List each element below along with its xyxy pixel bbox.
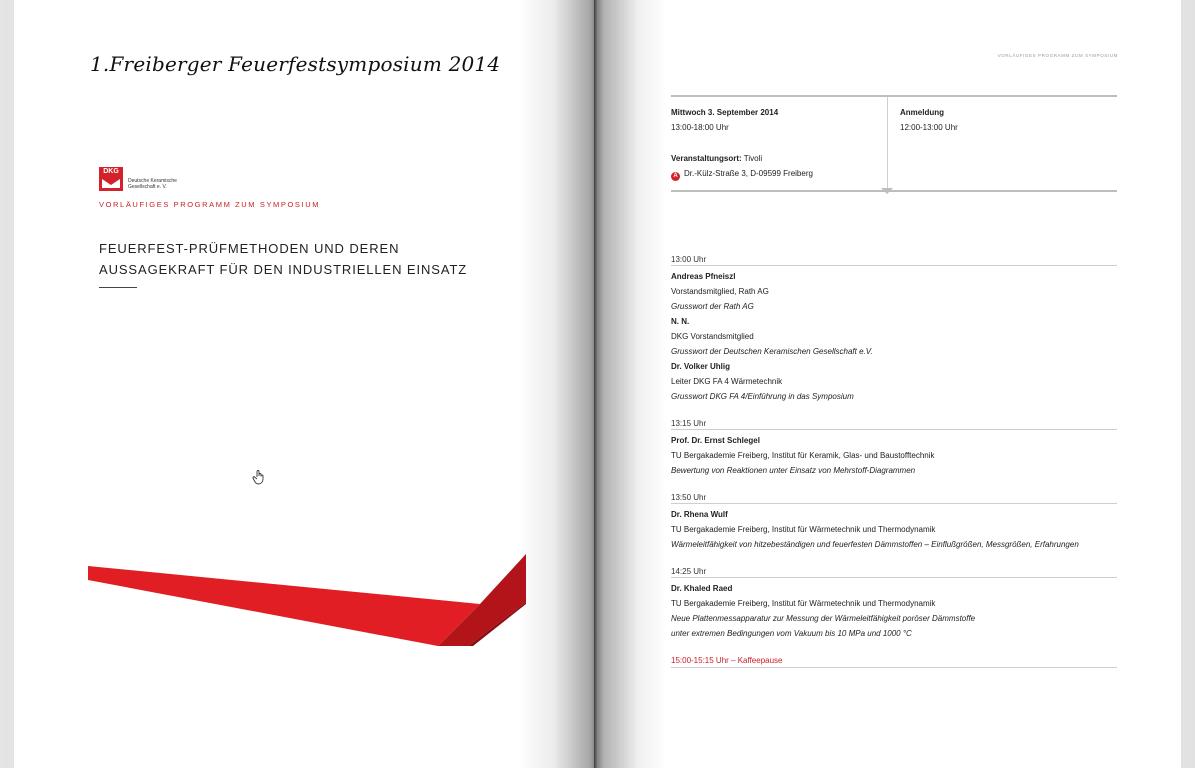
talk-title: Wärmeleitfähigkeit von hitzebeständigen und feuerfesten Dämmstoffen – Einflußgrößen, Messgrößen, Erfahrungen xyxy=(671,540,1079,549)
venue-address-line xyxy=(671,169,813,181)
logo-name-line1: Deutsche Keramische xyxy=(128,178,177,184)
event-time: 13:00-18:00 Uhr xyxy=(671,123,729,132)
schedule-block xyxy=(671,566,1117,641)
venue-line xyxy=(671,154,762,163)
logo-name-line2: Gesellschaft e. V. xyxy=(128,184,167,190)
session-time: 14:25 Uhr xyxy=(671,566,1117,578)
schedule-block xyxy=(671,254,1117,404)
hand-cursor-icon xyxy=(252,469,266,485)
event-info-date-venue xyxy=(671,97,888,190)
venue-label: Veranstaltungsort: xyxy=(671,154,742,163)
page-header-label: VORLÄUFIGES PROGRAMM ZUM SYMPOSIUM xyxy=(997,53,1118,58)
title-divider xyxy=(99,287,137,288)
dkg-logo xyxy=(99,167,177,191)
dkg-logo-mark xyxy=(99,167,123,191)
gutter-shadow-right xyxy=(597,0,667,768)
main-title-line2: AUSSAGEKRAFT FÜR DEN INDUSTRIELLEN EINSATZ xyxy=(99,262,468,277)
gutter-shadow-left xyxy=(518,0,598,768)
red-ribbon-graphic xyxy=(88,554,528,649)
talk-title: Neue Plattenmessapparatur zur Messung der Wärmeleitfähigkeit poröser Dämmstoffe xyxy=(671,614,976,623)
main-title-line1: FEUERFEST-PRÜFMETHODEN UND DEREN xyxy=(99,241,400,256)
venue-address: Dr.-Külz-Straße 3, D-09599 Freiberg xyxy=(684,169,813,178)
event-date: Mittwoch 3. September 2014 xyxy=(671,108,779,117)
talk-title: Grusswort der Deutschen Keramischen Gesellschaft e.V. xyxy=(671,347,873,356)
page-stack-right xyxy=(1179,0,1195,768)
registration-time: 12:00-13:00 Uhr xyxy=(900,123,958,132)
talk-title-continued: unter extremen Bedingungen vom Vakuum bis 10 MPa und 1000 °C xyxy=(671,629,912,638)
schedule-block xyxy=(671,492,1117,552)
speaker-affiliation: TU Bergakademie Freiberg, Institut für Wärmetechnik und Thermodynamik xyxy=(671,599,936,608)
speaker-name: Dr. Rhena Wulf xyxy=(671,510,728,519)
schedule-block xyxy=(671,418,1117,478)
speaker-affiliation: Leiter DKG FA 4 Wärmetechnik xyxy=(671,377,783,386)
dkg-logo-text xyxy=(128,178,177,190)
speaker-name: Dr. Volker Uhlig xyxy=(671,362,730,371)
speaker-affiliation: TU Bergakademie Freiberg, Institut für Keramik, Glas- und Baustofftechnik xyxy=(671,451,935,460)
speaker-name: Andreas Pfneiszl xyxy=(671,272,736,281)
venue-name: Tivoli xyxy=(743,154,763,163)
map-pin-icon: A xyxy=(671,172,680,181)
info-box-notch xyxy=(881,188,893,194)
dkg-logo-abbr: DKG xyxy=(103,168,119,175)
speaker-affiliation: DKG Vorstandsmitglied xyxy=(671,332,754,341)
talk-title: Bewertung von Reaktionen unter Einsatz von Mehrstoff-Diagrammen xyxy=(671,466,916,475)
preliminary-program-label: VORLÄUFIGES PROGRAMM ZUM SYMPOSIUM xyxy=(99,200,321,209)
session-time: 13:00 Uhr xyxy=(671,254,1117,266)
speaker-affiliation: Vorstandsmitglied, Rath AG xyxy=(671,287,769,296)
event-info-box xyxy=(671,95,1117,192)
speaker-name: Prof. Dr. Ernst Schlegel xyxy=(671,436,760,445)
speaker-affiliation: TU Bergakademie Freiberg, Institut für Wärmetechnik und Thermodynamik xyxy=(671,525,936,534)
schedule xyxy=(671,254,1117,668)
speaker-name: N. N. xyxy=(671,317,690,326)
talk-title: Grusswort der Rath AG xyxy=(671,302,754,311)
session-time: 13:50 Uhr xyxy=(671,492,1117,504)
symposium-title: 1.Freiberger Feuerfestsymposium 2014 xyxy=(90,52,501,76)
chevron-logo-icon xyxy=(102,179,120,188)
main-title xyxy=(99,238,467,280)
coffee-break: 15:00-15:15 Uhr – Kaffeepause xyxy=(671,655,1117,668)
left-page[interactable] xyxy=(14,0,598,768)
registration-label: Anmeldung xyxy=(900,108,944,117)
speaker-name: Dr. Khaled Raed xyxy=(671,584,733,593)
right-page[interactable] xyxy=(597,0,1181,768)
session-time: 13:15 Uhr xyxy=(671,418,1117,430)
talk-title: Grusswort DKG FA 4/Einführung in das Symposium xyxy=(671,392,854,401)
